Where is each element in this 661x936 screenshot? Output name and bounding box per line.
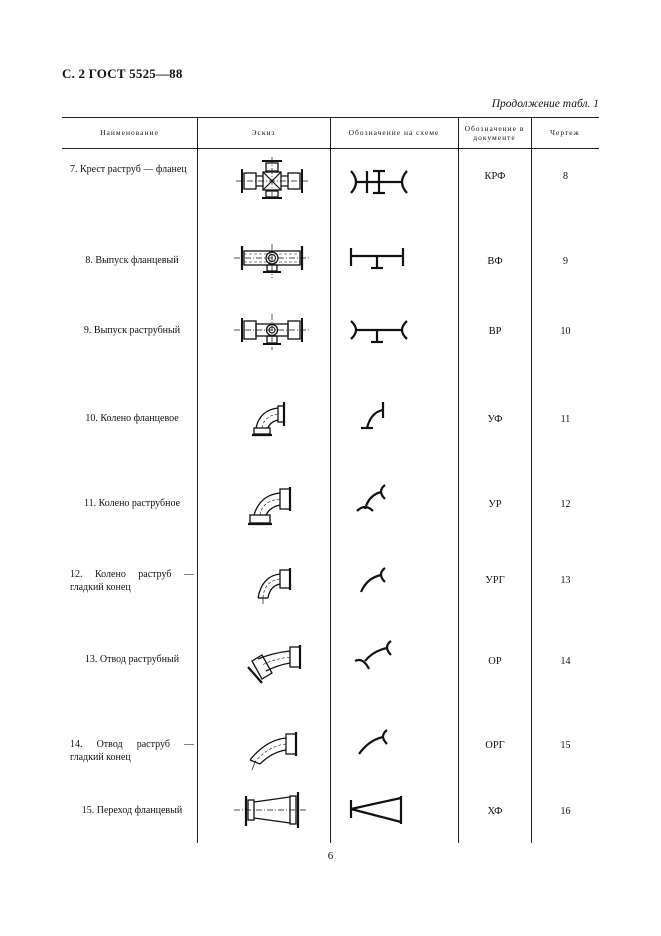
row-drawing-number: 9 [563,256,568,267]
page-header: С. 2 ГОСТ 5525—88 [62,66,183,81]
socket-outlet-symbol-icon [347,320,411,346]
row-name: 12. Колено раструб — гладкий конец [70,569,194,593]
row-code: ОРГ [485,740,505,751]
fittings-table [62,117,599,843]
column-header-document-line2: документе [473,132,516,142]
flanged-elbow-sketch-icon [232,402,312,442]
row-code: УР [488,499,502,510]
row-drawing-number: 16 [560,806,571,817]
row-drawing-number: 11 [560,414,571,425]
column-header-sketch: Эскиз [251,128,276,137]
row-drawing-number: 12 [560,499,571,510]
socket-outlet-sketch-icon [232,316,312,356]
row-code: ОР [488,656,502,667]
column-divider [531,117,532,843]
column-header-name: Наименование [100,128,159,137]
socket-spigot-elbow-symbol-icon [347,566,411,606]
socket-spigot-elbow-sketch-icon [232,568,312,612]
row-name: 13. Отвод раструбный [84,654,180,665]
row-name: 14. Отвод раструб — гладкий конец [70,739,194,763]
row-code: ВР [488,326,502,337]
row-name: 9. Выпуск раструбный [83,325,181,336]
row-drawing-number: 13 [560,575,571,586]
row-drawing-number: 14 [560,656,571,667]
row-code: ВФ [487,256,503,267]
flanged-outlet-symbol-icon [347,246,411,272]
row-name: 15. Переход фланцевый [81,805,183,816]
flanged-reducer-sketch-icon [232,794,312,834]
column-divider [330,117,331,843]
flanged-reducer-symbol-icon [347,796,411,826]
row-name: 8. Выпуск фланцевый [85,255,179,266]
row-name: 10. Колено фланцевое [85,413,179,424]
row-name: 11. Колено раструбное [83,498,181,509]
socket-bend-sketch-icon [232,645,312,689]
row-code: ХФ [487,806,503,817]
row-drawing-number: 15 [560,740,571,751]
row-code: УРГ [485,575,505,586]
column-divider [197,117,198,843]
row-code: УФ [487,414,503,425]
row-name: 7. Крест раструб — фланец [70,164,187,175]
column-header-document [458,117,531,148]
row-drawing-number: 8 [563,171,568,182]
socket-elbow-symbol-icon [347,483,411,523]
socket-spigot-bend-sketch-icon [232,732,312,776]
column-divider [458,117,459,843]
column-header-drawing: Чертеж [550,128,580,137]
cross-socket-flange-sketch-icon [232,163,312,203]
flanged-outlet-sketch-icon [232,242,312,282]
socket-spigot-bend-symbol-icon [347,728,411,768]
page-number: 6 [327,850,334,862]
flanged-elbow-symbol-icon [347,400,411,440]
row-drawing-number: 10 [560,326,571,337]
row-code: КРФ [484,171,506,182]
column-header-document-line1: Обозначение в [464,123,525,133]
cross-socket-flange-symbol-icon [347,169,411,195]
socket-bend-symbol-icon [347,639,411,679]
socket-elbow-sketch-icon [232,487,312,531]
column-header-scheme: Обозначение на схеме [348,128,440,137]
table-continuation-note: Продолжение табл. 1 [491,98,599,110]
